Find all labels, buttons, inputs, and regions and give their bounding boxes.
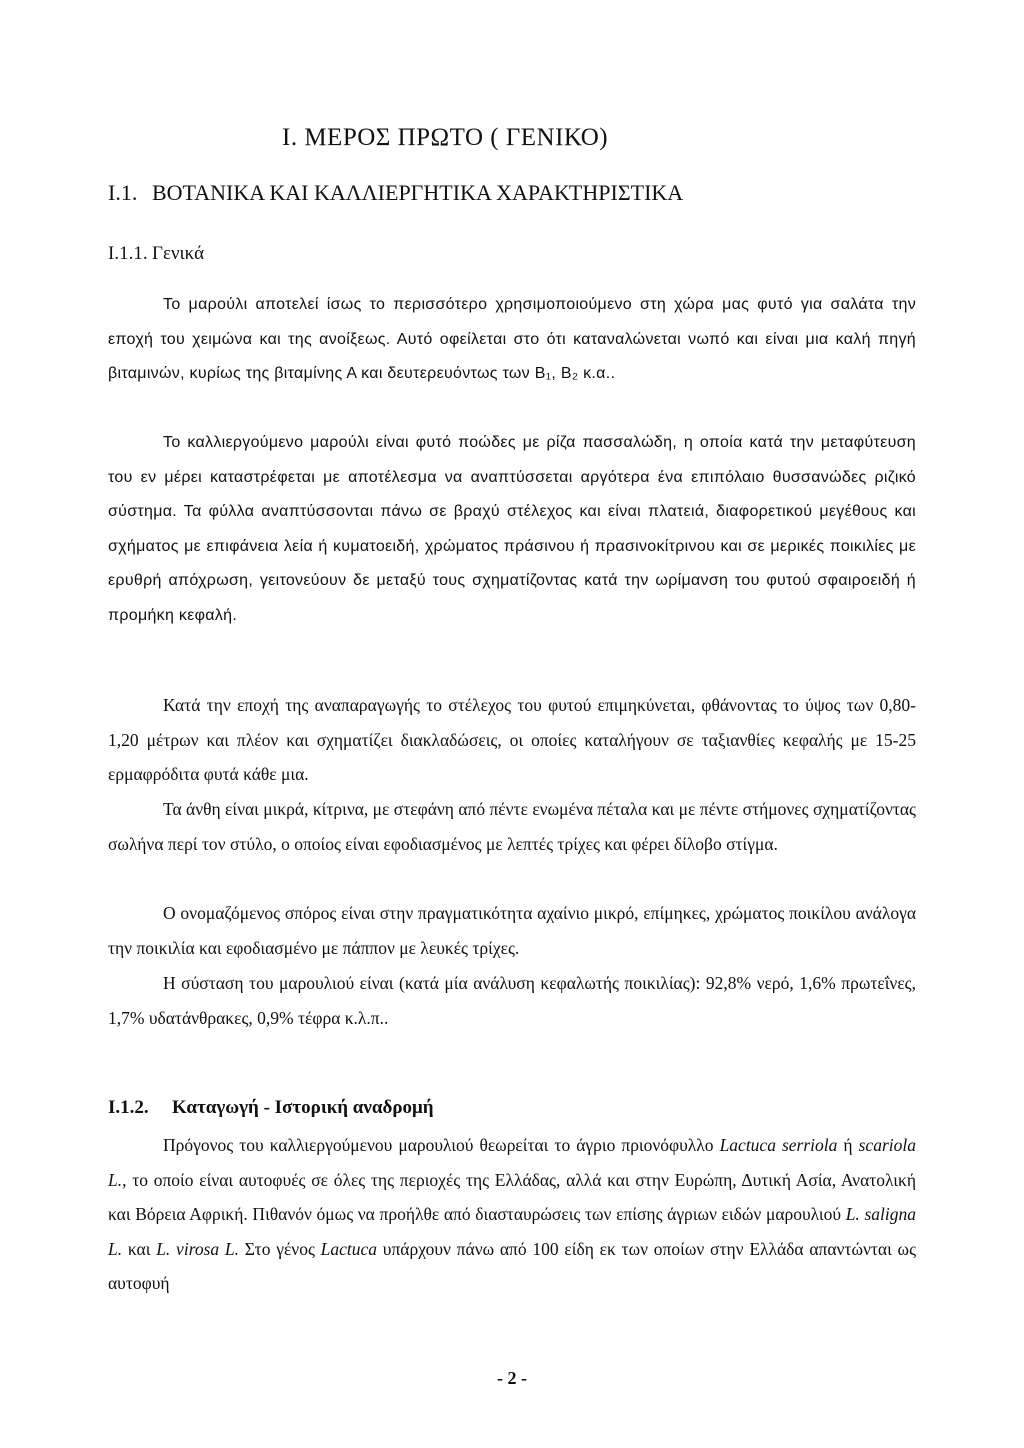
paragraph-reproduction: Κατά την εποχή της αναπαραγωγής το στέλεχος του φυτού επιμηκύνεται, φθάνοντας το ύψος των 0,80-1,20 μέτρων και πλέον και σχηματίζει διακλαδώσεις, οι οποίες καταλήγουν σε ταξιανθίες κεφαλής με 15-25 ερμαφρόδιτα φυτά κάθε μια. — [108, 695, 916, 784]
paragraph-composition: Η σύσταση του μαρουλιού είναι (κατά μία ανάλυση κεφαλωτής ποικιλίας): 92,8% νερό, 1,6% πρωτεΐνες, 1,7% υδατάνθρακες, 0,9% τέφρα κ.λ.π.. — [108, 973, 916, 1028]
subsection-heading-general — [108, 243, 204, 265]
subsection-title: Καταγωγή - Ιστορική αναδρομή — [172, 1097, 434, 1118]
section-title: ΒΟΤΑΝΙΚΑ ΚΑΙ ΚΑΛΛΙΕΡΓΗΤΙΚΑ ΧΑΡΑΚΤΗΡΙΣΤΙΚΑ — [152, 180, 684, 205]
section-number: I.1. — [108, 180, 138, 205]
origin-text-6: υπάρχουν πάνω από 100 είδη εκ των οποίων στην Ελλάδα απαντώνται ως αυτοφυή — [108, 1238, 916, 1293]
page-number: - 2 - — [497, 1368, 527, 1388]
species-name: L. virosa L. — [156, 1238, 240, 1259]
origin-text-5: Στο γένος — [239, 1238, 321, 1259]
origin-text-4: και — [122, 1238, 157, 1259]
species-name: Lactuca serriola — [719, 1135, 838, 1155]
paragraph-plant-description: Το καλλιεργούμενο μαρούλι είναι φυτό ποώδες με ρίζα πασσαλώδη, η οποία κατά την μεταφύτευση του εν μέρει καταστρέφεται με αποτέλεσμα να αναπτύσσεται αργότερα ένα επιπόλαιο θυσσανώδες ριζικό σύστημα. Τα φύλλα αναπτύσσονται πάνω σε βραχύ στέλεχος και είναι πλατειά, διαφορετικού μεγέθους και σχήματος με επιφάνεια λεία ή κυματοειδή, χρώματος πράσινου ή πρασινοκίτρινου και σε μερικές ποικιλίες με ερυθρή απόχρωση, γειτονεύουν δε μεταξύ τους σχηματίζοντας κατά την ωρίμανση του φυτού σφαιροειδή ή προμήκη κεφαλή. — [108, 434, 916, 624]
origin-text-3: , το οποίο είναι αυτοφυές σε όλες της περιοχές της Ελλάδας, αλλά και στην Ευρώπη, Δυτική Ασία, Ανατολική και Βόρεια Αφρική. Πιθανόν όμως να προήλθε από διασταυρώσεις των επίσης άγριων ειδών μαρουλιού — [108, 1169, 916, 1224]
section-heading — [108, 180, 683, 206]
subsection-number: I.1.2. — [108, 1097, 149, 1118]
paragraph-intro: Το μαρούλι αποτελεί ίσως το περισσότερο χρησιμοποιούμενο στη χώρα μας φυτό για σαλάτα την εποχή του χειμώνα και της ανοίξεως. Αυτό οφείλεται στο ότι καταναλώνεται νωπό και είναι μια καλή πηγή βιταμινών, κυρίως της βιταμίνης Α και δευτερευόντως των Β₁, Β₂ κ.α.. — [108, 296, 916, 382]
subsection-title: Γενικά — [152, 243, 205, 264]
origin-text-2: ή — [837, 1135, 859, 1155]
species-name: L. saligna L. — [108, 1204, 916, 1259]
species-name: scariola L. — [108, 1135, 916, 1190]
subsection-heading-origin — [108, 1097, 434, 1119]
genus-name: Lactuca — [320, 1238, 378, 1259]
subsection-number: I.1.1. — [108, 243, 148, 264]
paragraph-seed: Ο ονομαζόμενος σπόρος είναι στην πραγματικότητα αχαίνιο μικρό, επίμηκες, χρώματος ποικίλου ανάλογα την ποικιλία και εφοδιασμένο με πάππον με λευκές τρίχες. — [108, 903, 916, 958]
paragraph-flowers: Τα άνθη είναι μικρά, κίτρινα, με στεφάνη από πέντε ενωμένα πέταλα και με πέντε στήμονες σχηματίζοντας σωλήνα περί τον στύλο, ο οποίος είναι εφοδιασμένος με λεπτές τρίχες και φέρει δίλοβο στίγμα. — [108, 799, 916, 854]
part-heading: I. ΜΕΡΟΣ ΠΡΩΤΟ ( ΓΕΝΙΚΟ) — [282, 124, 609, 151]
paragraph-origin — [108, 1128, 916, 1301]
origin-text-1: Πρόγονος του καλλιεργούμενου μαρουλιού θεωρείται το άγριο πριονόφυλλο — [163, 1135, 720, 1155]
